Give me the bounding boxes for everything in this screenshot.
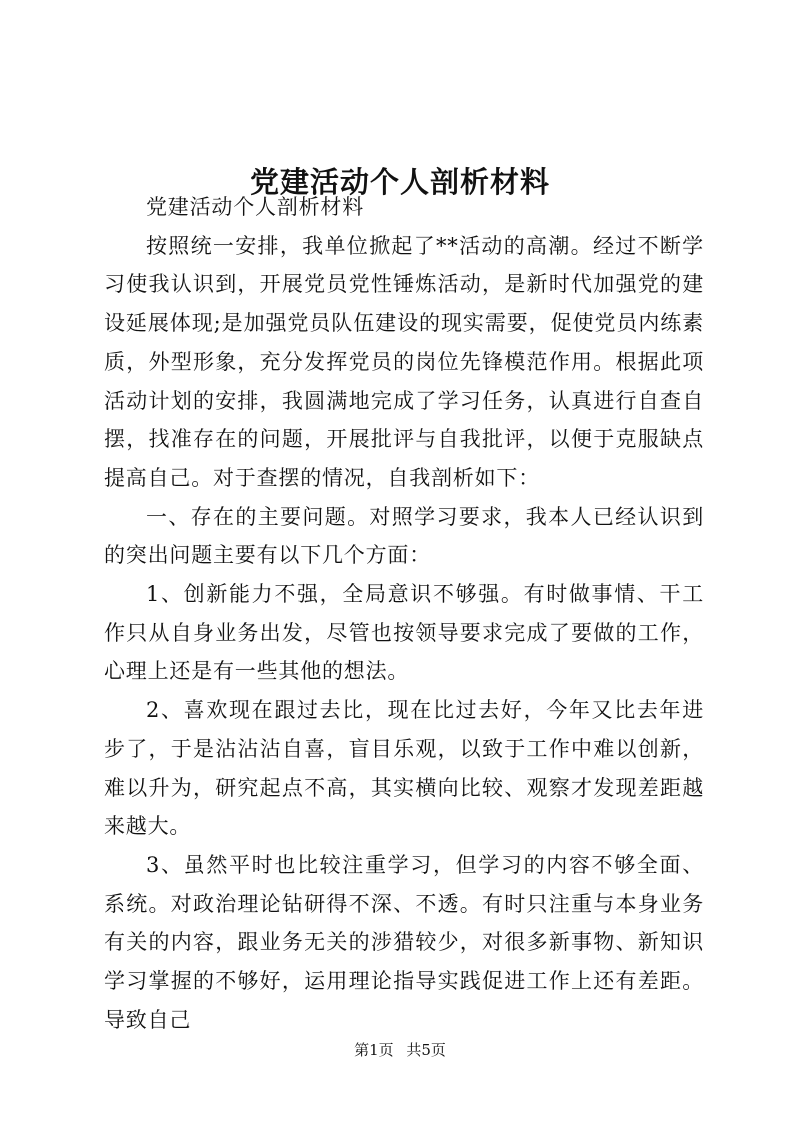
issue-2-paragraph: 2、喜欢现在跟过去比，现在比过去好，今年又比去年进步了，于是沾沾沾自喜，盲目乐观，以致于工作中难以创新，难以升为，研究起点不高，其实横向比较、观察才发现差距越来越大。 bbox=[104, 698, 704, 839]
document-body bbox=[104, 188, 704, 1039]
section-heading-paragraph: 一、存在的主要问题。对照学习要求，我本人已经认识到的突出问题主要有以下几个方面： bbox=[104, 504, 704, 568]
page-total: 共5页 bbox=[406, 1041, 446, 1059]
page-footer bbox=[0, 1040, 800, 1060]
issue-1-paragraph: 1、创新能力不强，全局意识不够强。有时做事情、干工作只从自身业务出发，尽管也按领导要求完成了要做的工作，心理上还是有一些其他的想法。 bbox=[104, 582, 704, 684]
intro-paragraph: 按照统一安排，我单位掀起了**活动的高潮。经过不断学习使我认识到，开展党员党性锤炼活动，是新时代加强党的建设延展体现;是加强党员队伍建设的现实需要，促使党员内练素质，外型形象，充分发挥党员的岗位先锋模范作用。根据此项活动计划的安排，我圆满地完成了学习任务，认真进行自查自摆，找准存在的问题，开展批评与自我批评，以便于克服缺点提高自己。对于查摆的情况，自我剖析如下： bbox=[104, 233, 704, 490]
subtitle-paragraph: 党建活动个人剖析材料 bbox=[146, 195, 364, 219]
page-number: 第1页 bbox=[354, 1041, 394, 1059]
page-title: 党建活动个人剖析材料 bbox=[249, 165, 550, 200]
issue-3-paragraph: 3、虽然平时也比较注重学习，但学习的内容不够全面、系统。对政治理论钻研得不深、不透。有时只注重与本身业务有关的内容，跟业务无关的涉猎较少，对很多新事物、新知识学习掌握的不够好，运用理论指导实践促进工作上还有差距。导致自己 bbox=[104, 852, 704, 1032]
